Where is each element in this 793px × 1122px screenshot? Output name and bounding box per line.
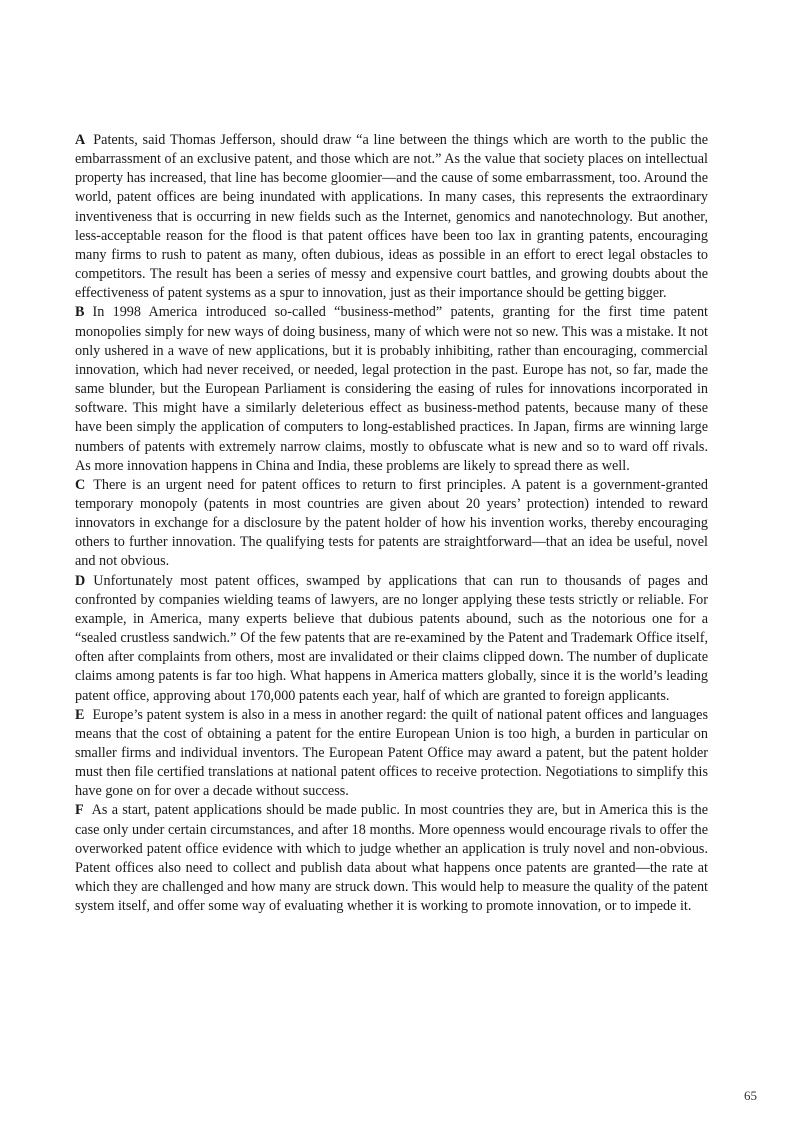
paragraph-letter: F: [75, 802, 84, 819]
paragraph-f: [75, 801, 708, 916]
paragraph-c: [75, 476, 708, 572]
paragraph-letter: B: [75, 304, 85, 321]
paragraph-e: [75, 706, 708, 802]
paragraph-text: There is an urgent need for patent offices to return to first principles. A patent is a government-granted temporary monopoly (patents in most countries are given about 20 years’ protection) intended to reward innovators in exchange for a disclosure by the patent holder of how his invention works, thereby encouraging others to further innovation. The qualifying tests for patents are straightforward—that an idea be useful, novel and not obvious.: [75, 476, 708, 570]
paragraph-letter: A: [75, 132, 86, 148]
paragraph-d: [75, 572, 708, 706]
paragraph-text: Patents, said Thomas Jefferson, should draw “a line between the things which are worth to the public the embarrassment of an exclusive patent, and those which are not.” As the value that society places on intellectual property has increased, that line has become gloomier—and the cause of some embarrassment, too. Around the world, patent offices are being inundated with applications. In many cases, this represents the extraordinary inventiveness that is occurring in new fields such as the Internet, genomics and nanotechnology. But another, less-acceptable reason for the flood is that patent offices have been too lax in granting patents, encouraging many firms to rush to patent as many, often dubious, ideas as possible in an effort to erect legal obstacles to competitors. The result has been a series of messy and expensive court battles, and growing doubts about the effectiveness of patent systems as a spur to innovation, just as their importance should be getting bigger.: [75, 132, 708, 302]
page-number: 65: [744, 1088, 757, 1103]
paragraph-text: Unfortunately most patent offices, swamped by applications that can run to thousands of pages and confronted by companies wielding teams of lawyers, are no longer applying these tests strictly or reliable. For example, in America, many experts believe that dubious patents abound, such as the notorious one for a “sealed crustless sandwich.” Of the few patents that are re-examined by the Patent and Trademark Office itself, often after complaints from others, most are invalidated or their claims clipped down. The number of duplicate claims among patents is far too high. What happens in America matters globally, since it is the world’s leading patent office, approving about 170,000 patents each year, half of which are granted to foreign applicants.: [75, 572, 708, 704]
paragraph-a: [75, 131, 708, 303]
paragraph-text: In 1998 America introduced so-called “business-method” patents, granting for the first time patent monopolies simply for new ways of doing business, many of which were not so new. This was a mistake. It not only ushered in a wave of new applications, but it is probably inhibiting, rather than encouraging, commercial innovation, which had never received, or needed, legal protection in the past. Europe has not, so far, made the same blunder, but the European Parliament is considering the easing of rules for innovations incorporated in software. This might have a similarly deleterious effect as business-method patents, because many of these have been simply the application of computers to long-established practices. In Japan, firms are winning large numbers of patents with extremely narrow claims, mostly to obfuscate what is new and so to ward off rivals. As more innovation happens in China and India, these problems are likely to spread there as well.: [75, 304, 708, 474]
paragraph-b: [75, 303, 708, 475]
paragraph-letter: E: [75, 706, 85, 723]
paragraph-letter: D: [75, 572, 86, 589]
paragraph-text: As a start, patent applications should be made public. In most countries they are, but in America this is the case only under certain circumstances, and after 18 months. More openness would encourage rivals to offer the overworked patent office evidence with which to judge whether an application is truly novel and non-obvious. Patent offices also need to collect and publish data about what happens once patents are granted—the rate at which they are challenged and how many are struck down. This would help to measure the quality of the patent system itself, and offer some way of evaluating whether it is working to promote innovation, or to impede it.: [75, 802, 708, 915]
article-body: [75, 131, 708, 916]
paragraph-text: Europe’s patent system is also in a mess in another regard: the quilt of national patent offices and languages means that the cost of obtaining a patent for the entire European Union is too high, a burden in particular on smaller firms and individual inventors. The European Patent Office may award a patent, but the patent holder must then file certified translations at national patent offices to receive protection. Negotiations to simplify this have gone on for over a decade without success.: [75, 706, 708, 800]
paragraph-letter: C: [75, 476, 86, 493]
